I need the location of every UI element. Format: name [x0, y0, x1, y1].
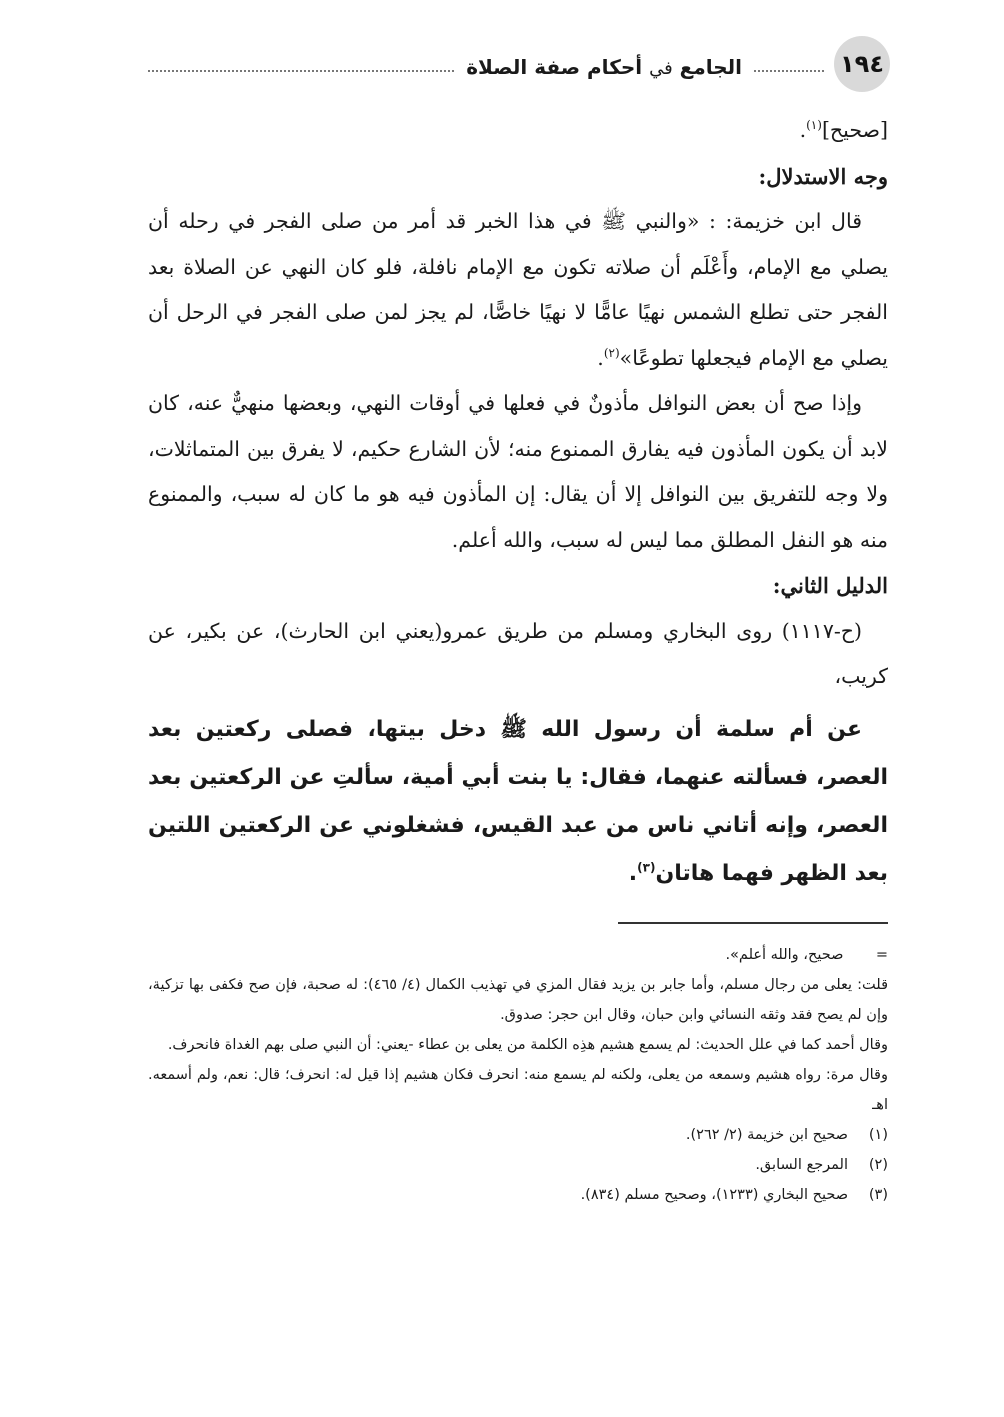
book-title — [466, 55, 742, 79]
footnote-ref-2: (٢) — [603, 345, 620, 360]
hadith-text-body: عن أم سلمة أن رسول الله ﷺ دخل بيتها، فصلى ركعتين بعد العصر، فسألته عنهما، فقال: يا بنت أبي أمية، سألتِ عن الركعتين بعد العصر، وإنه أتاني ناس من عبد القيس، فشغلوني عن الركعتين اللتين بعد الظهر فهما هاتان — [148, 716, 888, 886]
footnote-text: المرجع السابق. — [755, 1157, 848, 1173]
continuation-mark: = — [875, 947, 888, 963]
book-title-word1: الجامع — [679, 55, 742, 79]
continuation-text: صحيح، والله أعلم». — [725, 947, 844, 963]
footnote-note-yala: قلت: يعلى من رجال مسلم، وأما جابر بن يزيد فقال المزي في تهذيب الكمال (٤/ ٤٦٥): له صحبة، فإن صح فكفى بها تزكية، وإن لم يصح فقد وثقه النسائي وابن حبان، وقال ابن حجر: صدوق. — [148, 977, 888, 1023]
book-title-word3: أحكام صفة الصلاة — [466, 55, 643, 79]
footnote-continuation — [148, 940, 888, 970]
footnote-note-hushaym: وقال مرة: رواه هشيم وسمعه من يعلى، ولكنه لم يسمع منه: انحرف فكان هشيم إذا قيل له: انحرف؛ قال: نعم، ولم أسمعه. اهـ — [148, 1067, 888, 1113]
main-text — [148, 108, 888, 898]
paragraph-ibn-khuzaymah-text: قال ابن خزيمة: : «والنبي ﷺ في هذا الخبر قد أمر من صلى الفجر في رحله أن يصلي مع الإمام، وأَعْلَم أن صلاته تكون مع الإمام نافلة، فلو كان النهي عن الصلاة بعد الفجر حتى تطلع الشمس نهيًا عامًّا لا نهيًا خاصًّا، لم يجز لمن صلى الفجر في الرحل أن يصلي مع الإمام فيجعلها تطوعًا» — [148, 209, 888, 370]
paragraph-nawafil: وإذا صح أن بعض النوافل مأذونٌ في فعلها في أوقات النهي، وبعضها منهيٌّ عنه، كان لابد أن يكون المأذون فيه يفارق الممنوع منه؛ لأن الشارع حكيم، لا يفرق بين المتماثلات، ولا وجه للتفريق بين النوافل إلا أن يقال: إن المأذون فيه هو ما كان له سبب، والممنوع منه هو النفل المطلق مما ليس له سبب، والله أعلم. — [148, 391, 888, 552]
footnote-text: صحيح البخاري (١٢٣٣)، وصحيح مسلم (٨٣٤). — [580, 1187, 848, 1203]
hadith-text-end: . — [628, 860, 638, 886]
page-number-badge: ١٩٤ — [834, 36, 890, 92]
footnote-number: (١) — [868, 1127, 888, 1143]
footnotes — [148, 940, 888, 1210]
footnote-item — [148, 1180, 888, 1210]
grade-text: [صحيح] — [821, 118, 888, 142]
footnote-note-ahmad: وقال أحمد كما في علل الحديث: لم يسمع هشيم هذِه الكلمة من يعلى بن عطاء -يعني: أن النبي صلى بهم الغداة فانحرف. — [167, 1037, 888, 1053]
running-header — [148, 36, 890, 106]
footnote-ref-1: (١) — [806, 118, 822, 133]
hadith-text — [148, 706, 888, 898]
footnote-text: صحيح ابن خزيمة (٢/ ٢٦٢). — [685, 1127, 848, 1143]
footnote-ref-3: (٣) — [637, 860, 656, 875]
book-title-word2: في — [649, 58, 673, 79]
footnote-number: (٢) — [868, 1157, 888, 1173]
grade-end: . — [799, 118, 807, 142]
paragraph-hadith-chain: (ح-١١١٧) روى البخاري ومسلم من طريق عمرو(يعني ابن الحارث)، عن بكير، عن كريب، — [148, 618, 888, 688]
paragraph-ibn-khuzaymah-end: . — [597, 345, 604, 370]
section-heading-inference: وجه الاستدلال: — [758, 163, 888, 189]
paragraph-ibn-khuzaymah — [148, 199, 888, 381]
footnote-separator — [618, 922, 888, 924]
header-dots-left — [148, 70, 454, 72]
grade-line — [148, 108, 888, 154]
footnote-item — [148, 1120, 888, 1150]
footnote-number: (٣) — [868, 1187, 888, 1203]
footnote-item — [148, 1150, 888, 1180]
section-heading-second-proof: الدليل الثاني: — [772, 573, 888, 598]
header-dots-right — [754, 70, 824, 72]
header-title-row — [148, 50, 824, 84]
